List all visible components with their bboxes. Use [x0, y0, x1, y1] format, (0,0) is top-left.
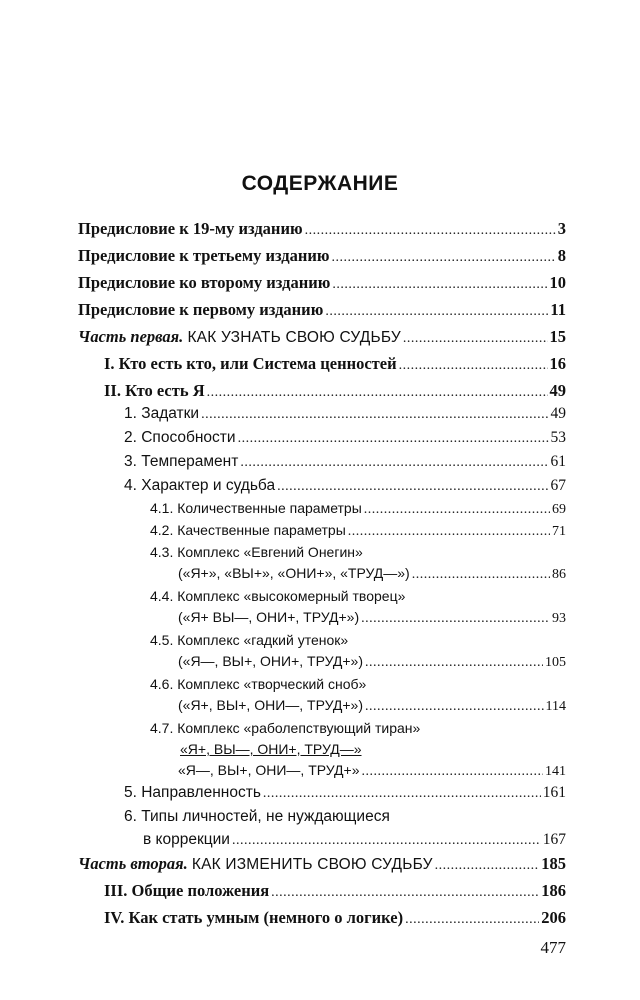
toc-entry-label: 3. Темперамент: [124, 453, 239, 470]
toc-entry-label: 4.2. Качественные параметры: [150, 522, 346, 538]
toc-entry-part-two[interactable]: [78, 854, 566, 874]
toc-entry-label: («Я—, ВЫ+, ОНИ+, ТРУД+»): [178, 653, 363, 669]
toc-entry-label: I. Кто есть кто, или Система ценностей: [104, 354, 397, 373]
toc-entry-page: 93: [552, 611, 566, 626]
toc-entry-label: («Я+, ВЫ+, ОНИ—, ТРУД+»): [178, 697, 363, 713]
toc-entry-page: 105: [545, 655, 566, 670]
toc-entry-sub-4-4-title[interactable]: 4.4. Комплекс «высокомерный творец»: [150, 588, 406, 604]
toc-entry-sub-4-1[interactable]: [150, 500, 566, 518]
toc-entry-label: III. Общие положения: [104, 881, 270, 900]
toc-entry-item-1[interactable]: [124, 405, 566, 423]
dot-leader: [362, 764, 544, 780]
dot-leader: [365, 699, 544, 715]
dot-leader: [277, 479, 548, 495]
dot-leader: [325, 304, 548, 320]
toc-entry-chapter-3[interactable]: [104, 881, 566, 901]
page-number: 477: [540, 938, 566, 957]
dot-leader: [405, 912, 539, 928]
toc-entry-page: 186: [541, 881, 566, 900]
toc-entry-page: 114: [545, 699, 566, 714]
toc-entry-page: 61: [550, 453, 566, 470]
toc-entry-preface-2[interactable]: [78, 273, 566, 293]
toc-entry-label: Предисловие ко второму изданию: [78, 273, 331, 292]
toc-entry-sub-4-6[interactable]: [178, 697, 566, 715]
part-prefix: Часть вторая.: [78, 854, 188, 873]
toc-entry-page: 69: [552, 502, 566, 517]
part-title: КАК ИЗМЕНИТЬ СВОЮ СУДЬБУ: [191, 856, 433, 873]
dot-leader: [412, 567, 550, 583]
toc-entry-part-one[interactable]: [78, 327, 566, 347]
toc-entry-sub-4-5-title[interactable]: 4.5. Комплекс «гадкий утенок»: [150, 632, 349, 648]
toc-entry-page: 10: [549, 273, 566, 292]
toc-entry-chapter-4[interactable]: [104, 908, 566, 928]
toc-entry-page: 15: [549, 327, 566, 346]
dot-leader: [201, 407, 548, 423]
toc-entry-page: 16: [549, 354, 566, 373]
toc-entry-sub-4-7[interactable]: [178, 762, 566, 780]
toc-entry-label: «Я—, ВЫ+, ОНИ—, ТРУД+»: [178, 762, 360, 778]
toc-entry-item-2[interactable]: [124, 429, 566, 447]
toc-entry-sub-4-3-title[interactable]: 4.3. Комплекс «Евгений Онегин»: [150, 544, 363, 560]
part-title: КАК УЗНАТЬ СВОЮ СУДЬБУ: [187, 329, 401, 346]
toc-entry-page: 49: [549, 381, 566, 400]
toc-entry-page: 49: [550, 405, 566, 422]
toc-entry-chapter-2[interactable]: [104, 381, 566, 401]
dot-leader: [403, 331, 548, 347]
dot-leader: [305, 223, 556, 239]
toc-entry-sub-4-7-title[interactable]: 4.7. Комплекс «раболепствующий тиран»: [150, 720, 421, 736]
dot-leader: [240, 455, 548, 471]
toc-entry-page: 86: [552, 567, 566, 582]
toc-entry-label: Предисловие к третьему изданию: [78, 246, 330, 265]
toc-entry-page: 141: [545, 764, 566, 779]
toc-entry-page: 8: [557, 246, 566, 265]
toc-entry-label: 5. Направленность: [124, 784, 261, 801]
dot-leader: [263, 786, 541, 802]
dot-leader: [238, 431, 549, 447]
toc-entry-page: 206: [541, 908, 566, 927]
toc-entry-sub-4-2[interactable]: [150, 522, 566, 540]
toc-entry-page: 185: [541, 854, 566, 873]
toc-entry-label: в коррекции: [143, 831, 230, 848]
toc-entry-sub-4-4[interactable]: [178, 609, 566, 627]
toc-entry-chapter-1[interactable]: [104, 354, 566, 374]
toc-entry-item-3[interactable]: [124, 453, 566, 471]
toc-entry-page: 11: [550, 300, 566, 319]
toc-entry-sub-4-7-formula: «Я+, ВЫ—, ОНИ+, ТРУД—»: [180, 741, 362, 757]
toc-entry-item-5[interactable]: [124, 784, 566, 802]
dot-leader: [271, 885, 539, 901]
toc-entry-label: II. Кто есть Я: [104, 381, 205, 400]
toc-entry-item-6[interactable]: [143, 831, 566, 849]
toc-entry-page: 3: [557, 219, 566, 238]
toc-entry-label: Предисловие к 19-му изданию: [78, 219, 303, 238]
toc-entry-preface-1[interactable]: [78, 300, 566, 320]
toc-entry-page: 161: [542, 784, 566, 801]
dot-leader: [364, 502, 550, 518]
dot-leader: [365, 655, 543, 671]
toc-entry-label: («Я+», «ВЫ+», «ОНИ+», «ТРУД—»): [178, 565, 410, 581]
toc-entry-preface-19[interactable]: [78, 219, 566, 239]
toc-entry-label: 2. Способности: [124, 429, 236, 446]
toc-entry-item-4[interactable]: [124, 477, 566, 495]
toc-entry-page: 71: [552, 524, 566, 539]
toc-entry-page: 53: [550, 429, 566, 446]
toc-entry-page: 67: [550, 477, 566, 494]
dot-leader: [232, 833, 541, 849]
toc-entry-preface-3[interactable]: [78, 246, 566, 266]
toc-entry-sub-4-5[interactable]: [178, 653, 566, 671]
dot-leader: [361, 611, 550, 627]
dot-leader: [399, 358, 548, 374]
part-prefix: Часть первая.: [78, 327, 184, 346]
dot-leader: [332, 277, 547, 293]
toc-entry-label: 1. Задатки: [124, 405, 200, 422]
toc-entry-sub-4-6-title[interactable]: 4.6. Комплекс «творческий сноб»: [150, 676, 367, 692]
page-title: СОДЕРЖАНИЕ: [241, 172, 399, 195]
toc-entry-page: 167: [542, 831, 566, 848]
toc-entry-label: Предисловие к первому изданию: [78, 300, 324, 319]
dot-leader: [332, 250, 556, 266]
dot-leader: [435, 858, 540, 874]
toc-entry-label: 4. Характер и судьба: [124, 477, 276, 494]
toc-entry-item-6-title[interactable]: 6. Типы личностей, не нуждающиеся: [124, 808, 390, 825]
toc-entry-label: 4.1. Количественные параметры: [150, 500, 362, 516]
toc-entry-label: («Я+ ВЫ—, ОНИ+, ТРУД+»): [178, 609, 360, 625]
dot-leader: [348, 524, 550, 540]
dot-leader: [207, 385, 548, 401]
toc-entry-sub-4-3[interactable]: [178, 565, 566, 583]
toc-entry-label: IV. Как стать умным (немного о логике): [104, 908, 404, 927]
